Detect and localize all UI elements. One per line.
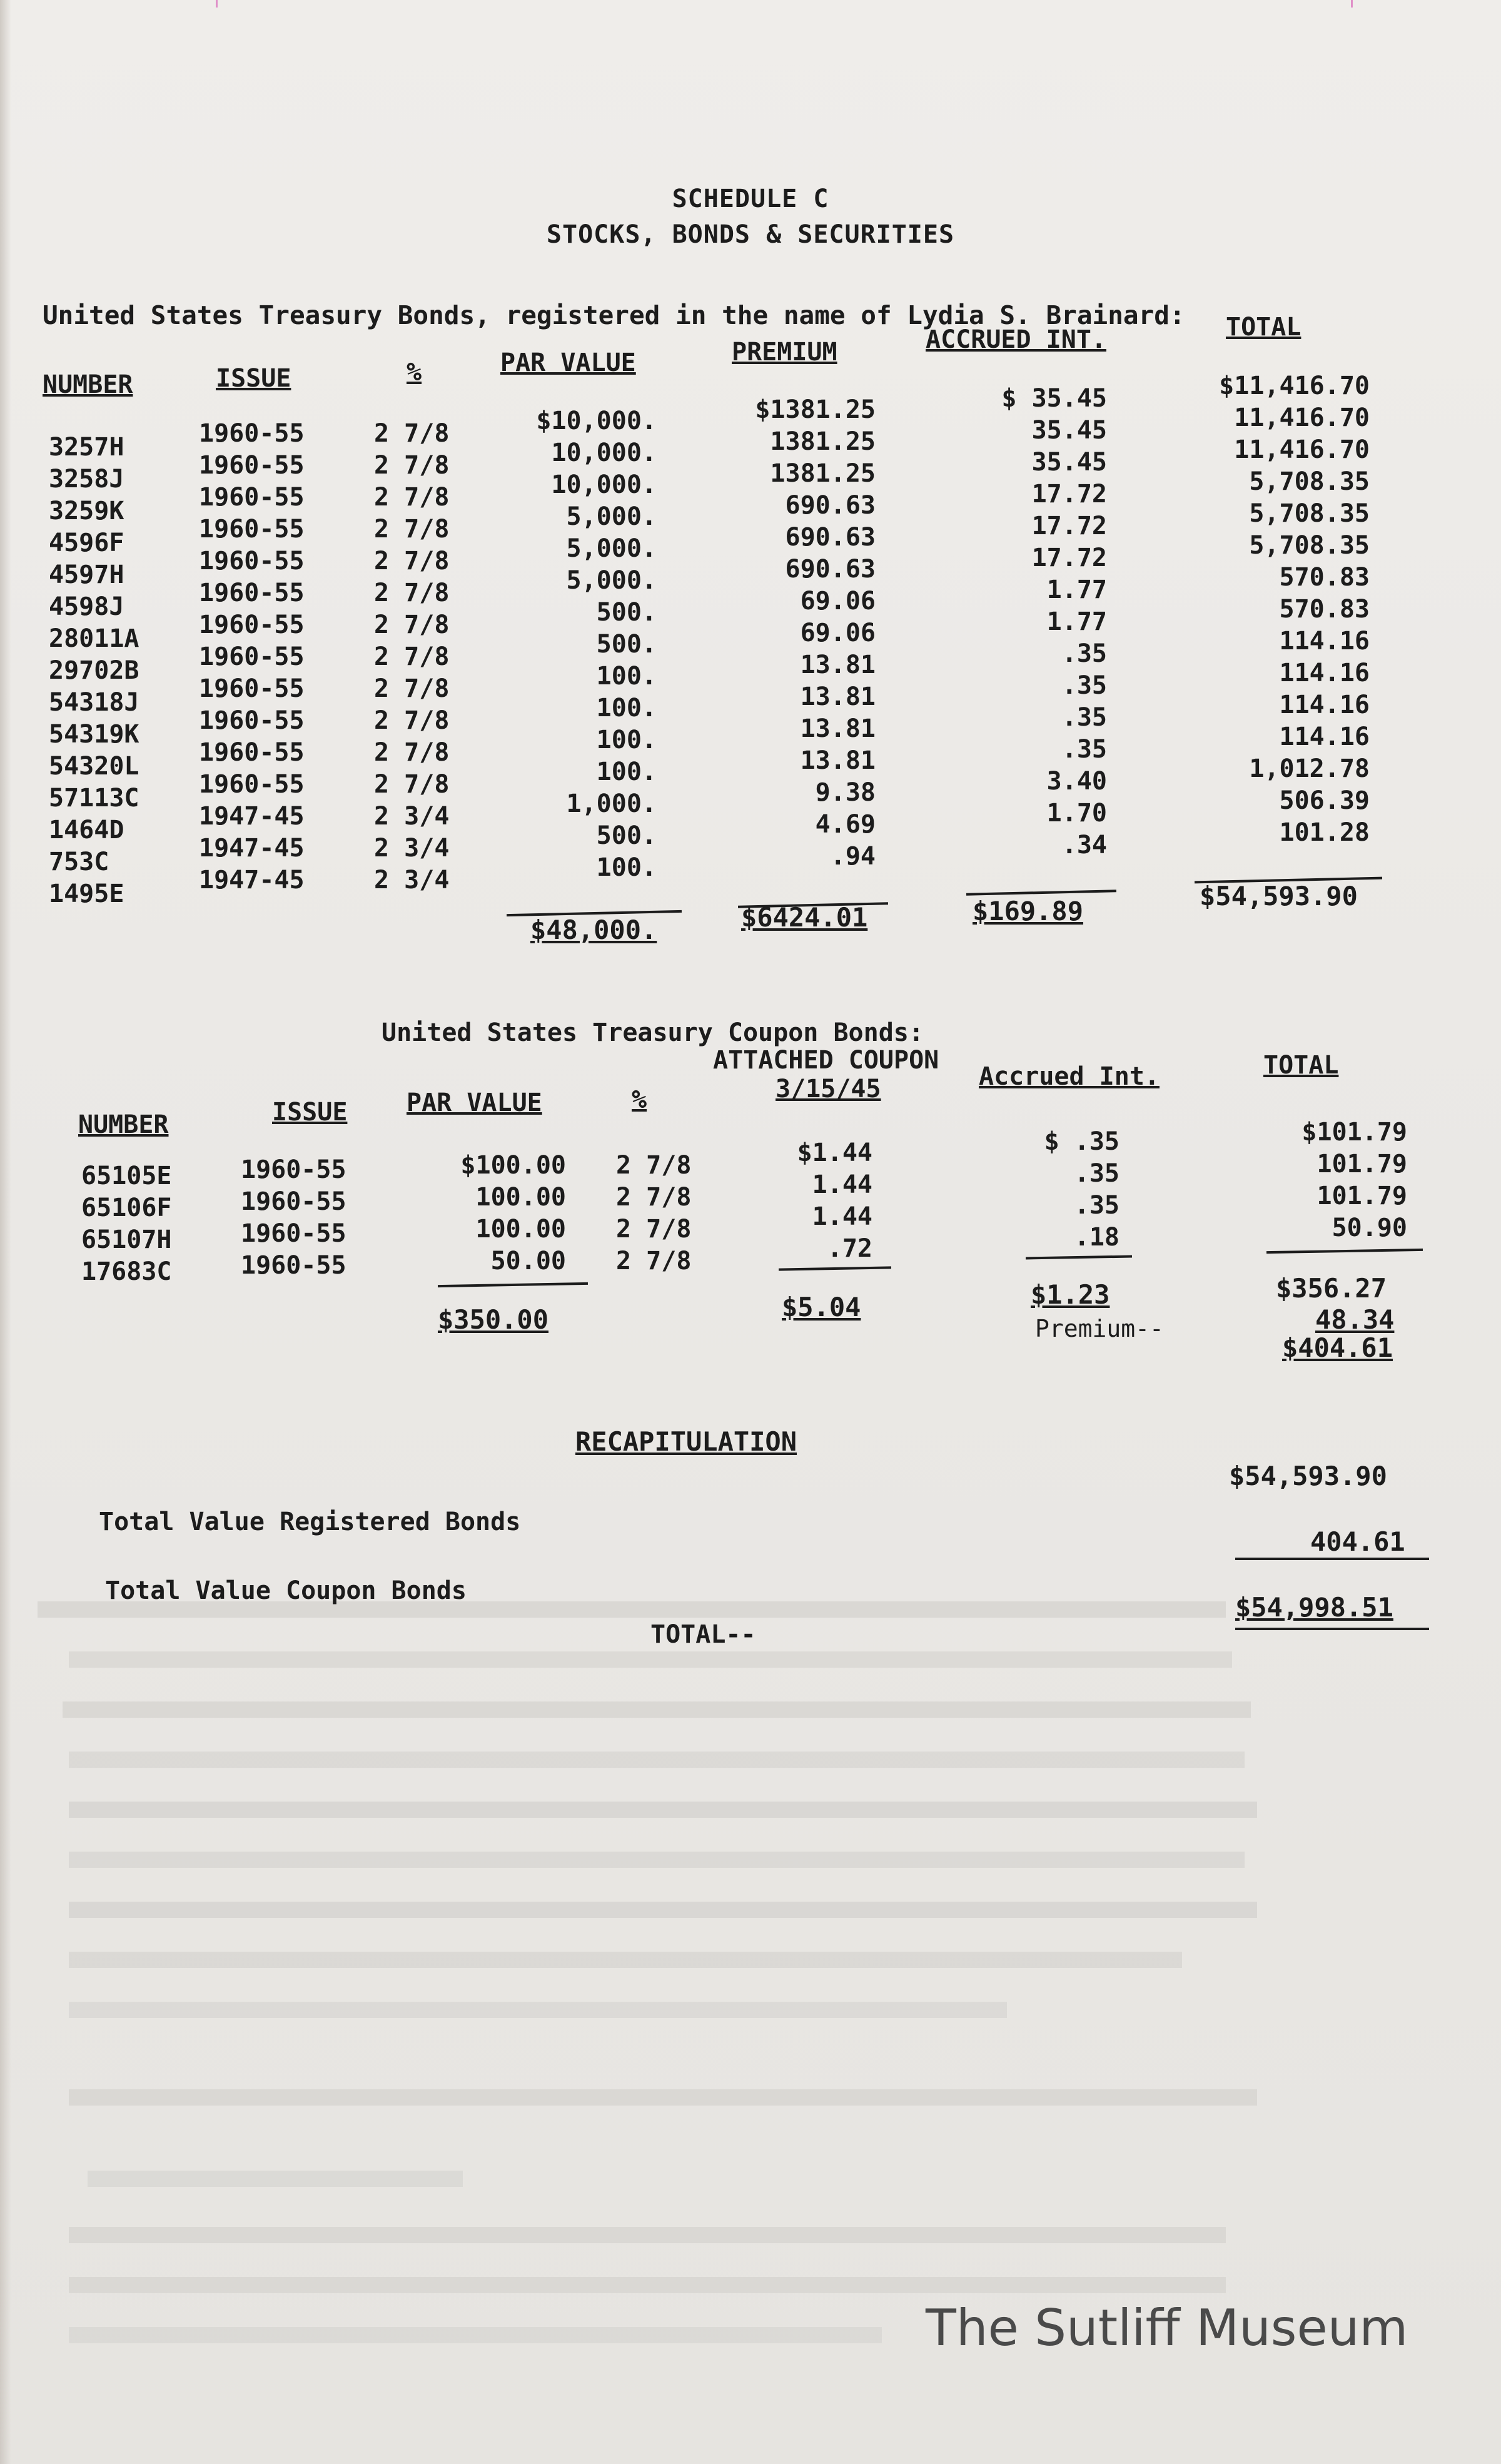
coupon-par-rule (438, 1282, 588, 1287)
reg-cell-par: 500. (596, 821, 657, 850)
reg-number-column (49, 432, 205, 910)
reg-cell-premium: 1381.25 (770, 459, 876, 488)
reg-cell-rate: 2 7/8 (374, 419, 450, 448)
reg-cell-total: 5,708.35 (1249, 531, 1370, 560)
reg-cell-total: 570.83 (1279, 595, 1370, 624)
reg-cell-rate: 2 7/8 (374, 547, 450, 575)
recap-value-rule (1235, 1558, 1429, 1560)
coupon-total-rule (1266, 1249, 1423, 1254)
coupon-header-attached-2: 3/15/45 (776, 1075, 881, 1103)
reg-cell-rate: 2 7/8 (374, 579, 450, 607)
reg-cell-total: 5,708.35 (1249, 499, 1370, 528)
coupon-header-number: NUMBER (78, 1110, 169, 1139)
reg-cell-rate: 2 7/8 (374, 674, 450, 703)
coupon-cell-total: 101.79 (1317, 1150, 1407, 1179)
reg-cell-number: 29702B (49, 656, 139, 685)
coupon-rate-column (616, 1150, 722, 1277)
coupon-total-accrued: $1.23 (1031, 1279, 1110, 1310)
reg-header-issue: ISSUE (216, 364, 291, 393)
recap-coupon-label: Total Value Coupon Bonds (105, 1576, 467, 1605)
reg-cell-number: 1495E (49, 880, 124, 908)
reg-cell-premium: 4.69 (815, 810, 876, 839)
reg-cell-issue: 1960-55 (199, 579, 305, 607)
coupon-cell-coupon: 1.44 (812, 1170, 872, 1199)
coupon-cell-accrued: .35 (1074, 1191, 1119, 1220)
reg-cell-issue: 1960-55 (199, 738, 305, 767)
reg-cell-total: 570.83 (1279, 563, 1370, 592)
reg-cell-premium: .94 (830, 842, 876, 871)
reg-cell-total: 1,012.78 (1249, 754, 1370, 783)
reg-cell-issue: 1960-55 (199, 674, 305, 703)
coupon-cell-issue: 1960-55 (241, 1219, 346, 1248)
coupon-subtotal: $356.27 (1276, 1273, 1387, 1304)
reg-cell-number: 4596F (49, 529, 124, 557)
coupon-issue-column (241, 1154, 385, 1282)
reg-cell-number: 753C (49, 848, 109, 876)
coupon-cell-rate: 2 7/8 (616, 1247, 692, 1275)
recap-total-label: TOTAL-- (650, 1620, 756, 1649)
coupon-header-total: TOTAL (1263, 1051, 1339, 1080)
coupon-cell-number: 65106F (81, 1194, 172, 1222)
reg-cell-par: 1,000. (566, 789, 657, 818)
reg-cell-total: 114.16 (1279, 722, 1370, 751)
recap-registered-value: $54,593.90 (1229, 1461, 1387, 1491)
reg-cell-premium: $1381.25 (755, 395, 876, 424)
reg-cell-number: 3258J (49, 465, 124, 494)
coupon-cell-rate: 2 7/8 (616, 1151, 692, 1180)
reg-cell-number: 57113C (49, 784, 139, 813)
reg-cell-accrued: 17.72 (1031, 544, 1107, 572)
reg-cell-total: 101.28 (1279, 818, 1370, 847)
coupon-header-rate: % (632, 1085, 647, 1114)
reg-par-column (475, 405, 657, 884)
reg-cell-accrued: 1.77 (1046, 607, 1107, 636)
coupon-cell-total: 50.90 (1332, 1214, 1407, 1242)
reg-cell-issue: 1947-45 (199, 802, 305, 831)
reg-cell-par: 100. (596, 726, 657, 754)
reg-cell-rate: 2 7/8 (374, 451, 450, 480)
reg-cell-par: $10,000. (536, 407, 657, 435)
reg-issue-column (199, 418, 349, 896)
coupon-cell-total: $101.79 (1301, 1118, 1407, 1147)
reg-grand-total: $54,593.90 (1200, 881, 1358, 911)
coupon-accrued-column (988, 1126, 1119, 1254)
coupon-cell-issue: 1960-55 (241, 1251, 346, 1280)
reg-cell-number: 4598J (49, 592, 124, 621)
reg-cell-accrued: 1.70 (1046, 799, 1107, 828)
coupon-cell-total: 101.79 (1317, 1182, 1407, 1210)
reg-cell-issue: 1960-55 (199, 547, 305, 575)
reg-header-total: TOTAL (1226, 313, 1301, 342)
coupon-total-coupon: $5.04 (782, 1292, 861, 1322)
reg-total-par: $48,000. (530, 915, 657, 945)
reg-cell-accrued: .35 (1061, 639, 1107, 668)
reg-cell-issue: 1960-55 (199, 451, 305, 480)
coupon-cell-rate: 2 7/8 (616, 1215, 692, 1244)
coupon-cell-accrued: .18 (1074, 1223, 1119, 1252)
reg-cell-rate: 2 7/8 (374, 770, 450, 799)
page-edge-shadow (0, 0, 11, 2464)
reg-cell-number: 28011A (49, 624, 139, 653)
reg-cell-par: 10,000. (551, 439, 657, 467)
coupon-cell-coupon: 1.44 (812, 1202, 872, 1231)
margin-mark (1351, 0, 1353, 8)
reg-cell-issue: 1960-55 (199, 515, 305, 544)
reg-cell-accrued: 35.45 (1031, 416, 1107, 445)
reg-rate-column (374, 418, 487, 896)
registered-intro: United States Treasury Bonds, registered in the name of Lydia S. Brainard: (43, 300, 1185, 330)
reg-cell-total: 11,416.70 (1234, 403, 1370, 432)
coupon-header-attached-1: ATTACHED COUPON (713, 1046, 939, 1075)
reg-cell-premium: 13.81 (800, 746, 876, 775)
coupon-number-column (81, 1160, 225, 1288)
reg-cell-number: 3259K (49, 497, 124, 525)
coupon-cell-issue: 1960-55 (241, 1187, 346, 1216)
reg-cell-par: 5,000. (566, 566, 657, 595)
reg-cell-premium: 69.06 (800, 619, 876, 647)
reg-total-premium: $6424.01 (741, 902, 868, 933)
reg-cell-premium: 690.63 (785, 523, 876, 552)
coupon-cell-issue: 1960-55 (241, 1155, 346, 1184)
coupon-cell-number: 65107H (81, 1225, 172, 1254)
reg-cell-issue: 1960-55 (199, 611, 305, 639)
coupon-header-accrued: Accrued Int. (979, 1062, 1160, 1091)
coupon-total-column (1251, 1117, 1407, 1244)
reg-accrued-rule (966, 890, 1116, 895)
reg-cell-total: 506.39 (1279, 786, 1370, 815)
reg-cell-rate: 2 3/4 (374, 802, 450, 831)
coupon-cell-number: 65105E (81, 1162, 172, 1190)
reg-total-column (1151, 370, 1370, 849)
recap-total-value: $54,998.51 (1235, 1592, 1393, 1623)
reg-cell-accrued: 17.72 (1031, 480, 1107, 509)
reg-cell-premium: 13.81 (800, 651, 876, 679)
coupon-cell-par: 100.00 (475, 1183, 566, 1212)
reg-cell-par: 5,000. (566, 534, 657, 563)
reg-cell-number: 1464D (49, 816, 124, 844)
reg-cell-par: 100. (596, 694, 657, 722)
reg-cell-accrued: 35.45 (1031, 448, 1107, 477)
reg-header-par-value: PAR VALUE (500, 348, 636, 377)
coupon-par-column (400, 1150, 566, 1277)
reg-cell-accrued: .35 (1061, 703, 1107, 732)
coupon-intro: United States Treasury Coupon Bonds: (382, 1018, 924, 1047)
coupon-cell-number: 17683C (81, 1257, 172, 1286)
coupon-cell-coupon: .72 (827, 1234, 872, 1263)
coupon-grand-total: $404.61 (1282, 1332, 1393, 1363)
reg-cell-premium: 13.81 (800, 682, 876, 711)
reg-header-accrued: ACCRUED INT. (926, 325, 1106, 354)
reg-cell-number: 54318J (49, 688, 139, 717)
reg-cell-rate: 2 3/4 (374, 866, 450, 895)
reg-cell-rate: 2 7/8 (374, 706, 450, 735)
coupon-cell-par: 50.00 (490, 1247, 566, 1275)
reg-cell-total: $11,416.70 (1219, 372, 1370, 400)
coupon-premium-value: 48.34 (1315, 1304, 1395, 1335)
reg-cell-total: 114.16 (1279, 659, 1370, 687)
reg-cell-accrued: .35 (1061, 671, 1107, 700)
reg-cell-rate: 2 3/4 (374, 834, 450, 863)
reg-cell-premium: 69.06 (800, 587, 876, 616)
coupon-coupon-column (747, 1137, 872, 1265)
coupon-premium-label: Premium-- (1035, 1315, 1164, 1342)
reg-cell-issue: 1960-55 (199, 642, 305, 671)
coupon-coupon-rule (779, 1266, 891, 1270)
coupon-accrued-rule (1026, 1255, 1132, 1260)
reg-cell-premium: 690.63 (785, 491, 876, 520)
reg-premium-column (694, 394, 876, 873)
reg-cell-accrued: 3.40 (1046, 767, 1107, 796)
reg-accrued-column (919, 383, 1107, 861)
reg-cell-issue: 1947-45 (199, 866, 305, 895)
reg-cell-issue: 1960-55 (199, 419, 305, 448)
reg-cell-issue: 1960-55 (199, 770, 305, 799)
reg-cell-rate: 2 7/8 (374, 738, 450, 767)
reg-cell-premium: 13.81 (800, 714, 876, 743)
margin-mark (216, 0, 218, 8)
reg-cell-total: 114.16 (1279, 691, 1370, 719)
coupon-header-par-value: PAR VALUE (407, 1088, 542, 1117)
reg-cell-par: 100. (596, 662, 657, 691)
reg-cell-rate: 2 7/8 (374, 515, 450, 544)
reg-cell-premium: 9.38 (815, 778, 876, 807)
schedule-title: SCHEDULE C (672, 185, 829, 213)
reg-cell-accrued: $ 35.45 (1001, 384, 1107, 413)
reg-cell-issue: 1960-55 (199, 706, 305, 735)
coupon-cell-accrued: .35 (1074, 1159, 1119, 1188)
recap-registered-label: Total Value Registered Bonds (99, 1508, 521, 1536)
reg-cell-total: 5,708.35 (1249, 467, 1370, 496)
reg-cell-par: 100. (596, 853, 657, 882)
coupon-cell-rate: 2 7/8 (616, 1183, 692, 1212)
reg-cell-par: 10,000. (551, 470, 657, 499)
recap-title: RECAPITULATION (575, 1426, 797, 1457)
reg-cell-number: 3257H (49, 433, 124, 462)
reg-cell-accrued: .34 (1061, 831, 1107, 859)
reg-cell-premium: 690.63 (785, 555, 876, 584)
reg-cell-accrued: .35 (1061, 735, 1107, 764)
coupon-total-par: $350.00 (438, 1304, 549, 1335)
recap-coupon-value: 404.61 (1310, 1526, 1405, 1557)
reg-header-rate: % (407, 358, 422, 387)
reg-cell-number: 54319K (49, 720, 139, 749)
reg-cell-accrued: 17.72 (1031, 512, 1107, 540)
reg-cell-rate: 2 7/8 (374, 642, 450, 671)
reg-cell-par: 100. (596, 758, 657, 786)
schedule-subtitle: STOCKS, BONDS & SECURITIES (546, 220, 955, 249)
reg-header-number: NUMBER (43, 370, 133, 399)
reg-cell-premium: 1381.25 (770, 427, 876, 456)
coupon-cell-accrued: $ .35 (1044, 1127, 1119, 1156)
reg-cell-total: 11,416.70 (1234, 435, 1370, 464)
coupon-cell-coupon: $1.44 (797, 1138, 872, 1167)
reg-cell-par: 5,000. (566, 502, 657, 531)
reg-cell-rate: 2 7/8 (374, 483, 450, 512)
reg-total-accrued: $169.89 (973, 896, 1084, 926)
reg-cell-number: 54320L (49, 752, 139, 781)
coupon-header-issue: ISSUE (272, 1098, 348, 1127)
reg-cell-rate: 2 7/8 (374, 611, 450, 639)
reg-cell-par: 500. (596, 598, 657, 627)
reg-cell-total: 114.16 (1279, 627, 1370, 656)
reg-cell-par: 500. (596, 630, 657, 659)
coupon-cell-par: 100.00 (475, 1215, 566, 1244)
museum-watermark: The Sutliff Museum (926, 2299, 1408, 2357)
reg-cell-issue: 1947-45 (199, 834, 305, 863)
reg-cell-accrued: 1.77 (1046, 575, 1107, 604)
recap-total-double-rule (1235, 1628, 1429, 1630)
coupon-cell-par: $100.00 (460, 1151, 566, 1180)
reg-cell-number: 4597H (49, 560, 124, 589)
reg-header-premium: PREMIUM (732, 338, 837, 367)
reg-cell-issue: 1960-55 (199, 483, 305, 512)
